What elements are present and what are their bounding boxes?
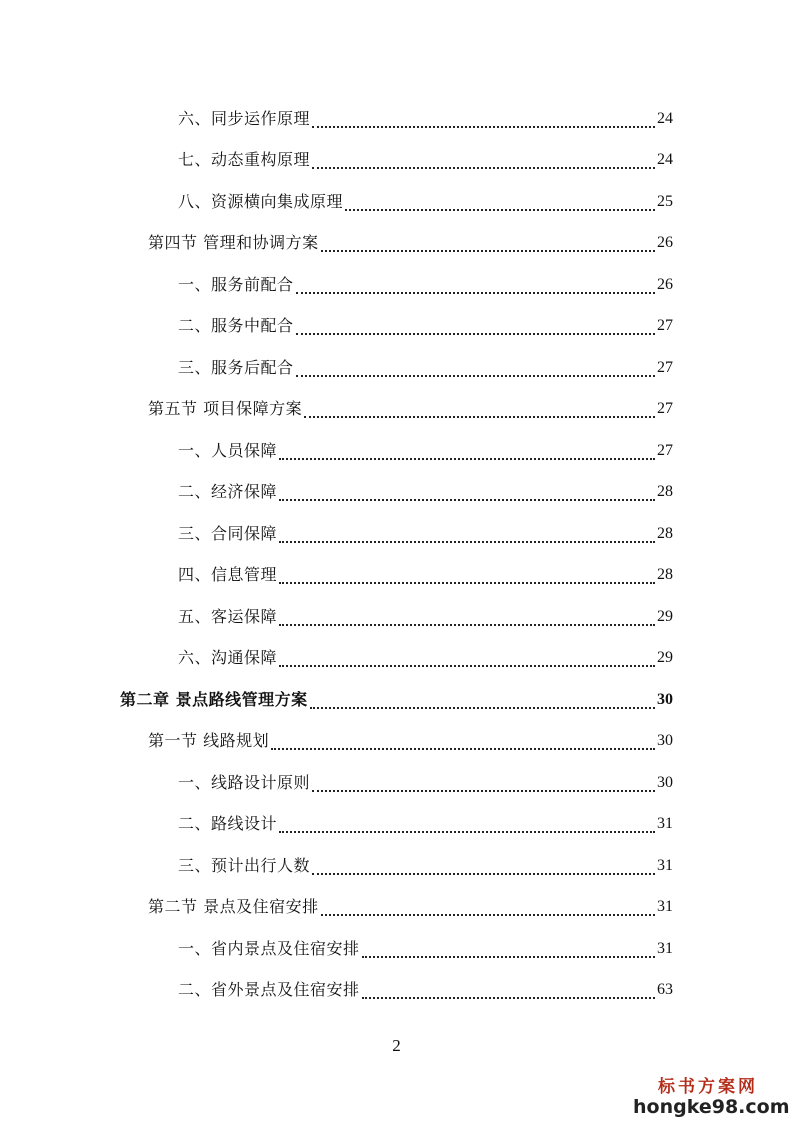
toc-dot-leader xyxy=(362,944,655,958)
toc-entry-title: 二、省外景点及住宿安排 xyxy=(178,980,360,1000)
toc-dot-leader xyxy=(312,861,655,875)
toc-subsection-entry[interactable] xyxy=(0,430,793,472)
toc-subsection-entry[interactable] xyxy=(0,928,793,970)
toc-entry-page: 30 xyxy=(657,773,673,791)
toc-subsection-entry[interactable] xyxy=(0,638,793,680)
toc-subsection-entry[interactable] xyxy=(0,472,793,514)
toc-dot-leader xyxy=(279,446,655,460)
toc-dot-leader xyxy=(321,238,655,252)
toc-dot-leader xyxy=(279,529,655,543)
toc-subsection-entry[interactable] xyxy=(0,804,793,846)
toc-entry-title: 一、人员保障 xyxy=(178,440,278,460)
toc-dot-leader xyxy=(345,197,655,211)
watermark-text-en: hongke98.com xyxy=(633,1096,790,1119)
toc-entry-page: 27 xyxy=(657,358,673,376)
toc-entry-title: 第二节 景点及住宿安排 xyxy=(148,897,319,917)
toc-entry-title: 三、服务后配合 xyxy=(178,357,294,377)
toc-entry-title: 二、服务中配合 xyxy=(178,316,294,336)
toc-entry-title: 七、动态重构原理 xyxy=(178,150,311,170)
toc-subsection-entry[interactable] xyxy=(0,845,793,887)
toc-entry-title: 一、服务前配合 xyxy=(178,274,294,294)
toc-entry-title: 一、线路设计原则 xyxy=(178,772,311,792)
watermark-text-cn: 标书方案网 xyxy=(658,1077,758,1098)
toc-entry-title: 一、省内景点及住宿安排 xyxy=(178,938,360,958)
toc-entry-title: 六、同步运作原理 xyxy=(178,108,311,128)
toc-entry-page: 26 xyxy=(657,234,673,252)
watermark-logo xyxy=(633,1077,790,1119)
toc-entry-title: 五、客运保障 xyxy=(178,606,278,626)
toc-entry-page: 31 xyxy=(657,856,673,874)
toc-entry-title: 二、经济保障 xyxy=(178,482,278,502)
toc-subsection-entry[interactable] xyxy=(0,181,793,223)
toc-subsection-entry[interactable] xyxy=(0,513,793,555)
toc-dot-leader xyxy=(310,695,655,709)
toc-dot-leader xyxy=(312,114,655,128)
page-number: 2 xyxy=(392,1036,401,1055)
toc-dot-leader xyxy=(279,653,655,667)
toc-entry-page: 26 xyxy=(657,275,673,293)
toc-dot-leader xyxy=(312,155,655,169)
toc-section-entry[interactable] xyxy=(0,721,793,763)
toc-dot-leader xyxy=(296,280,655,294)
toc-entry-title: 八、资源横向集成原理 xyxy=(178,191,344,211)
toc-entry-page: 27 xyxy=(657,317,673,335)
toc-dot-leader xyxy=(296,321,655,335)
toc-dot-leader xyxy=(279,612,655,626)
toc-entry-title: 六、沟通保障 xyxy=(178,648,278,668)
toc-entry-page: 27 xyxy=(657,441,673,459)
toc-entry-title: 第一节 线路规划 xyxy=(148,731,270,751)
toc-dot-leader xyxy=(296,363,655,377)
toc-entry-page: 31 xyxy=(657,898,673,916)
toc-section-entry[interactable] xyxy=(0,887,793,929)
toc-section-entry[interactable] xyxy=(0,389,793,431)
toc-dot-leader xyxy=(304,404,655,418)
toc-entry-title: 第五节 项目保障方案 xyxy=(148,399,303,419)
toc-dot-leader xyxy=(279,487,655,501)
toc-dot-leader xyxy=(271,736,655,750)
toc-entry-page: 31 xyxy=(657,939,673,957)
toc-entry-page: 31 xyxy=(657,815,673,833)
toc-entry-title: 三、合同保障 xyxy=(178,523,278,543)
toc-section-entry[interactable] xyxy=(0,223,793,265)
toc-subsection-entry[interactable] xyxy=(0,555,793,597)
toc-entry-title: 三、预计出行人数 xyxy=(178,855,311,875)
toc-subsection-entry[interactable] xyxy=(0,596,793,638)
toc-entry-title: 四、信息管理 xyxy=(178,565,278,585)
toc-subsection-entry[interactable] xyxy=(0,98,793,140)
toc-entry-title: 第四节 管理和协调方案 xyxy=(148,233,319,253)
table-of-contents xyxy=(0,98,793,1011)
toc-entry-page: 30 xyxy=(657,732,673,750)
toc-subsection-entry[interactable] xyxy=(0,347,793,389)
toc-entry-page: 28 xyxy=(657,566,673,584)
toc-entry-page: 29 xyxy=(657,649,673,667)
toc-subsection-entry[interactable] xyxy=(0,306,793,348)
toc-dot-leader xyxy=(279,570,655,584)
toc-subsection-entry[interactable] xyxy=(0,264,793,306)
toc-entry-page: 29 xyxy=(657,607,673,625)
toc-entry-page: 28 xyxy=(657,524,673,542)
toc-subsection-entry[interactable] xyxy=(0,970,793,1012)
toc-entry-page: 24 xyxy=(657,151,673,169)
toc-subsection-entry[interactable] xyxy=(0,140,793,182)
toc-entry-page: 28 xyxy=(657,483,673,501)
toc-entry-title: 第二章 景点路线管理方案 xyxy=(120,689,308,709)
toc-entry-page: 24 xyxy=(657,109,673,127)
toc-dot-leader xyxy=(321,902,655,916)
toc-entry-page: 63 xyxy=(657,981,673,999)
toc-dot-leader xyxy=(312,778,655,792)
toc-entry-title: 二、路线设计 xyxy=(178,814,278,834)
toc-dot-leader xyxy=(362,985,655,999)
toc-dot-leader xyxy=(279,819,655,833)
toc-subsection-entry[interactable] xyxy=(0,762,793,804)
toc-chapter-entry[interactable] xyxy=(0,679,793,721)
toc-entry-page: 25 xyxy=(657,192,673,210)
toc-entry-page: 27 xyxy=(657,400,673,418)
toc-entry-page: 30 xyxy=(657,690,673,708)
